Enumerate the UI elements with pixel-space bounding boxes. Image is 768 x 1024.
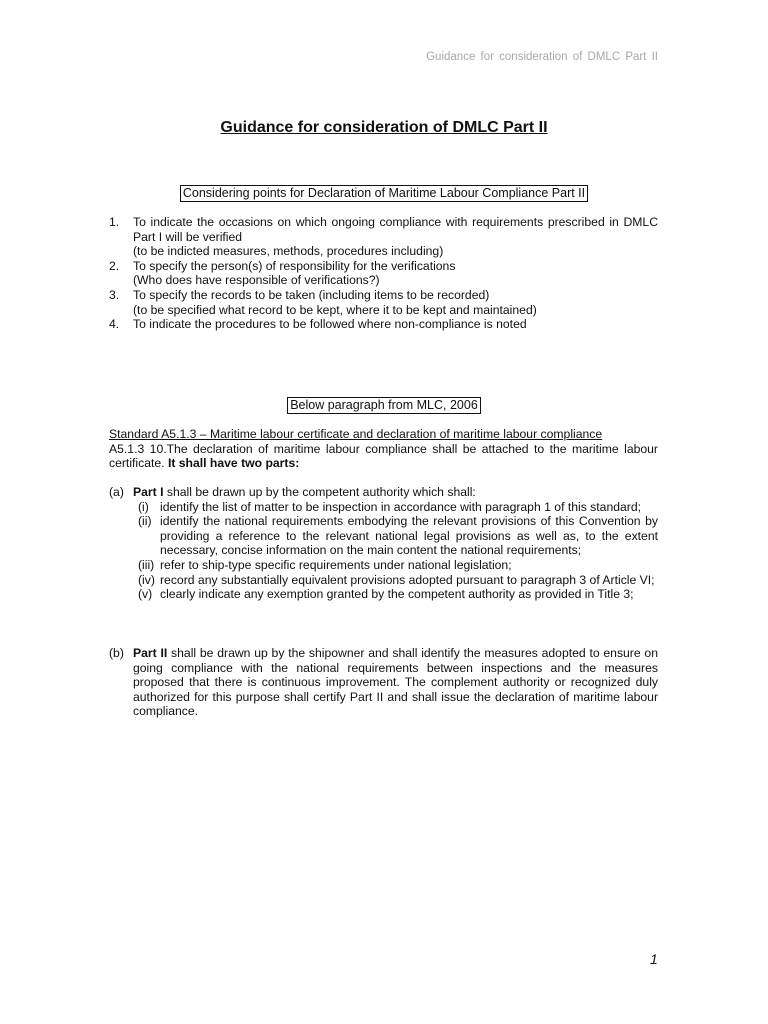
page-title: Guidance for consideration of DMLC Part II <box>220 119 548 136</box>
list-item: 2. To specify the person(s) of responsibility for the verifications (Who does have responsible of verifications?) <box>109 259 658 288</box>
considering-heading-wrap <box>0 185 768 202</box>
list-item: 4. To indicate the procedures to be followed where non-compliance is noted <box>109 317 527 332</box>
part-b <box>109 646 658 719</box>
considering-heading: Considering points for Declaration of Maritime Labour Compliance Part II <box>180 185 588 202</box>
list-item-text: To specify the records to be taken (including items to be recorded) <box>133 287 490 302</box>
list-item: 3. To specify the records to be taken (including items to be recorded) (to be specified what record to be kept, where it to be kept and maintained) <box>109 288 658 317</box>
list-item-note: (to be specified what record to be kept, where it to be kept and maintained) <box>133 302 537 317</box>
list-item-note: (to be indicted measures, methods, procedures including) <box>133 244 444 259</box>
part-b-text: shall be drawn up by the shipowner and shall identify the measures adopted to ensure on going compliance with the national requirements between inspections and the measures proposed that there is continuous improvement. The complement authority or recognized duly authorized for this purpose shall certify Part II and shall issue the declaration of maritime labour compliance. <box>133 646 658 719</box>
page-number: 1 <box>650 951 658 967</box>
list-item-text: To indicate the procedures to be followed where non-compliance is noted <box>133 317 527 332</box>
standard-title: Standard A5.1.3 – Maritime labour certificate and declaration of maritime labour compliance <box>109 427 603 441</box>
mlc-heading: Below paragraph from MLC, 2006 <box>287 397 481 414</box>
list-item: (i) identify the list of matter to be inspection in accordance with paragraph 1 of this standard; <box>138 499 642 514</box>
part-a-item: (a) Part I shall be drawn up by the competent authority which shall: <box>109 485 476 499</box>
running-header: Guidance for consideration of DMLC Part II <box>426 51 658 63</box>
part-b-item: (b) Part II shall be drawn up by the shipowner and shall identify the measures adopted to ensure on going compliance with the national requirements between inspections and the measures proposed that there is continuous improvement. The complement authority or recognized duly authorized for this purpose shall certify Part II and shall issue the declaration of maritime labour compliance. <box>109 646 658 719</box>
part-a-text: shall be drawn up by the competent authority which shall: <box>166 485 476 499</box>
list-item-text: To indicate the occasions on which ongoing compliance with requirements prescribed in DMLC Part I will be verified <box>133 215 658 244</box>
part-a-bold: Part I <box>133 485 164 499</box>
list-item-text: To specify the person(s) of responsibility for the verifications <box>133 258 456 273</box>
part-a <box>109 485 658 602</box>
list-item-note: (Who does have responsible of verifications?) <box>133 273 380 288</box>
standard-intro-bold: It shall have two parts: <box>167 456 300 471</box>
considering-list <box>109 215 658 332</box>
standard-intro: A5.1.3 10.The declaration of maritime labour compliance shall be attached to the maritime labour certificate. <box>109 441 658 471</box>
list-item: (iii) refer to ship-type specific requirements under national legislation; <box>138 557 512 572</box>
list-item: (iv) record any substantially equivalent provisions adopted pursuant to paragraph 3 of Article VI; <box>138 572 655 587</box>
list-item: (ii) identify the national requirements embodying the relevant provisions of this Convention by providing a reference to the relevant national legal provisions as well as, to the extent necessary, concise information on the main content the national requirements; <box>138 514 658 558</box>
standard-paragraph <box>109 427 658 471</box>
list-item: (v) clearly indicate any exemption granted by the competent authority as provided in Title 3; <box>138 587 634 602</box>
part-b-bold: Part II <box>133 646 168 660</box>
mlc-heading-wrap <box>0 397 768 414</box>
list-item: 1. To indicate the occasions on which ongoing compliance with requirements prescribed in DMLC Part I will be verified (to be indicted measures, methods, procedures including) <box>109 215 658 259</box>
